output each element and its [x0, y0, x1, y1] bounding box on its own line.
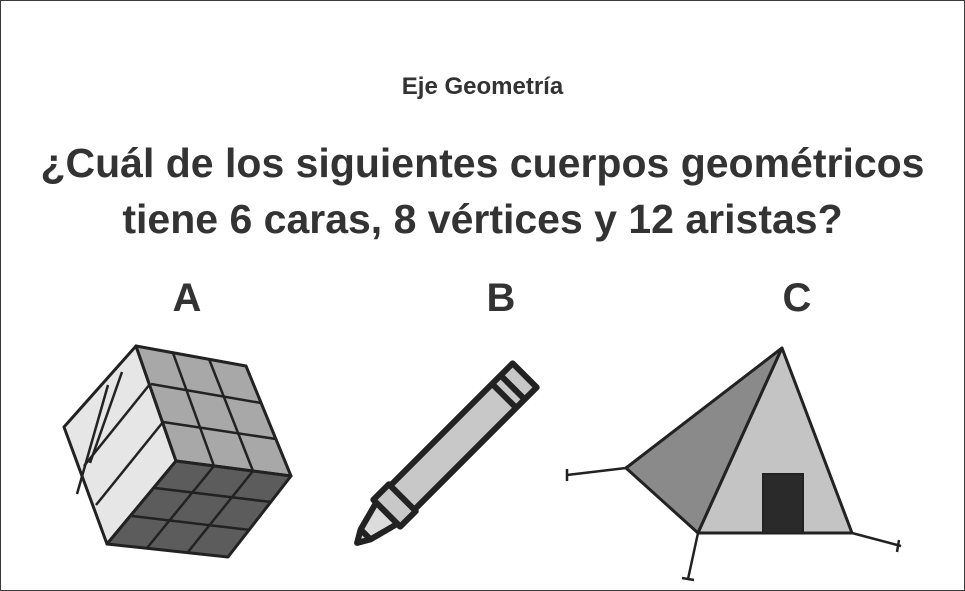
pyramid-tent-icon[interactable] [556, 341, 911, 586]
question-line-2: tiene 6 caras, 8 vértices y 12 aristas? [122, 196, 843, 242]
cube-icon[interactable] [56, 336, 306, 566]
subject-heading: Eje Geometría [401, 73, 564, 100]
question-text [1, 135, 964, 247]
question-line-1: ¿Cuál de los siguientes cuerpos geométricos [40, 140, 925, 186]
option-c-label[interactable]: C [782, 276, 812, 320]
option-a-label[interactable]: A [172, 276, 202, 320]
crayon-icon[interactable] [341, 346, 556, 561]
option-b-label[interactable]: B [486, 276, 516, 320]
